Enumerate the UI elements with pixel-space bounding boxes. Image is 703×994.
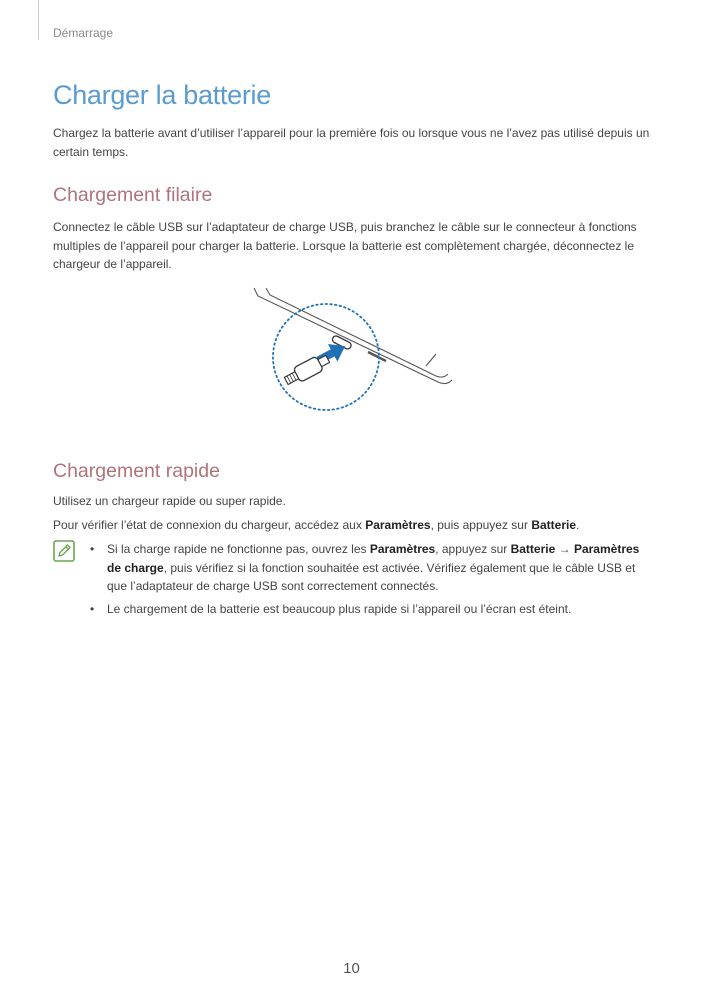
usb-charging-illustration bbox=[248, 284, 456, 434]
fast-charging-heading: Chargement rapide bbox=[53, 460, 220, 482]
wired-charging-heading: Chargement filaire bbox=[53, 184, 213, 206]
note-item: • Si la charge rapide ne fonctionne pas, ouvrez les Paramètres, appuyez sur Batterie → Paramètres de charge, puis vérifiez si la fonction souhaitée est activée. Vérifiez également que le câble USB et que l’adaptateur de charge USB sont correctement connectés. bbox=[90, 542, 640, 593]
usb-cable-plug bbox=[282, 352, 331, 388]
bullet-symbol: • bbox=[90, 602, 95, 616]
fast-charging-line-1: Utilisez un chargeur rapide ou super rapide. bbox=[53, 494, 286, 508]
device-edge bbox=[254, 288, 452, 384]
page-number: 10 bbox=[343, 960, 360, 977]
intro-paragraph: Chargez la batterie avant d’utiliser l’appareil pour la première fois ou lorsque vous ne l’avez pas utilisé depuis un certain temps. bbox=[53, 126, 650, 159]
note-pencil-icon bbox=[53, 540, 75, 562]
page-title: Charger la batterie bbox=[53, 80, 271, 110]
wired-charging-paragraph: Connectez le câble USB sur l’adaptateur de charge USB, puis branchez le câble sur le connecteur à fonctions multiples de l’appareil pour charger la batterie. Lorsque la batterie est complètement chargée, déconnectez le chargeur de l’appareil. bbox=[53, 220, 637, 271]
fast-charging-line-2: Pour vérifier l’état de connexion du chargeur, accédez aux Paramètres, puis appuyez sur Batterie. bbox=[53, 518, 580, 532]
note-item: • Le chargement de la batterie est beaucoup plus rapide si l’appareil ou l’écran est éteint. bbox=[90, 600, 652, 619]
section-label: Démarrage bbox=[53, 26, 114, 40]
bullet-symbol: • bbox=[90, 542, 95, 556]
header-rule bbox=[38, 0, 39, 40]
settings-menu-ref: Paramètres bbox=[365, 518, 431, 532]
battery-menu-ref: Batterie bbox=[531, 518, 576, 532]
